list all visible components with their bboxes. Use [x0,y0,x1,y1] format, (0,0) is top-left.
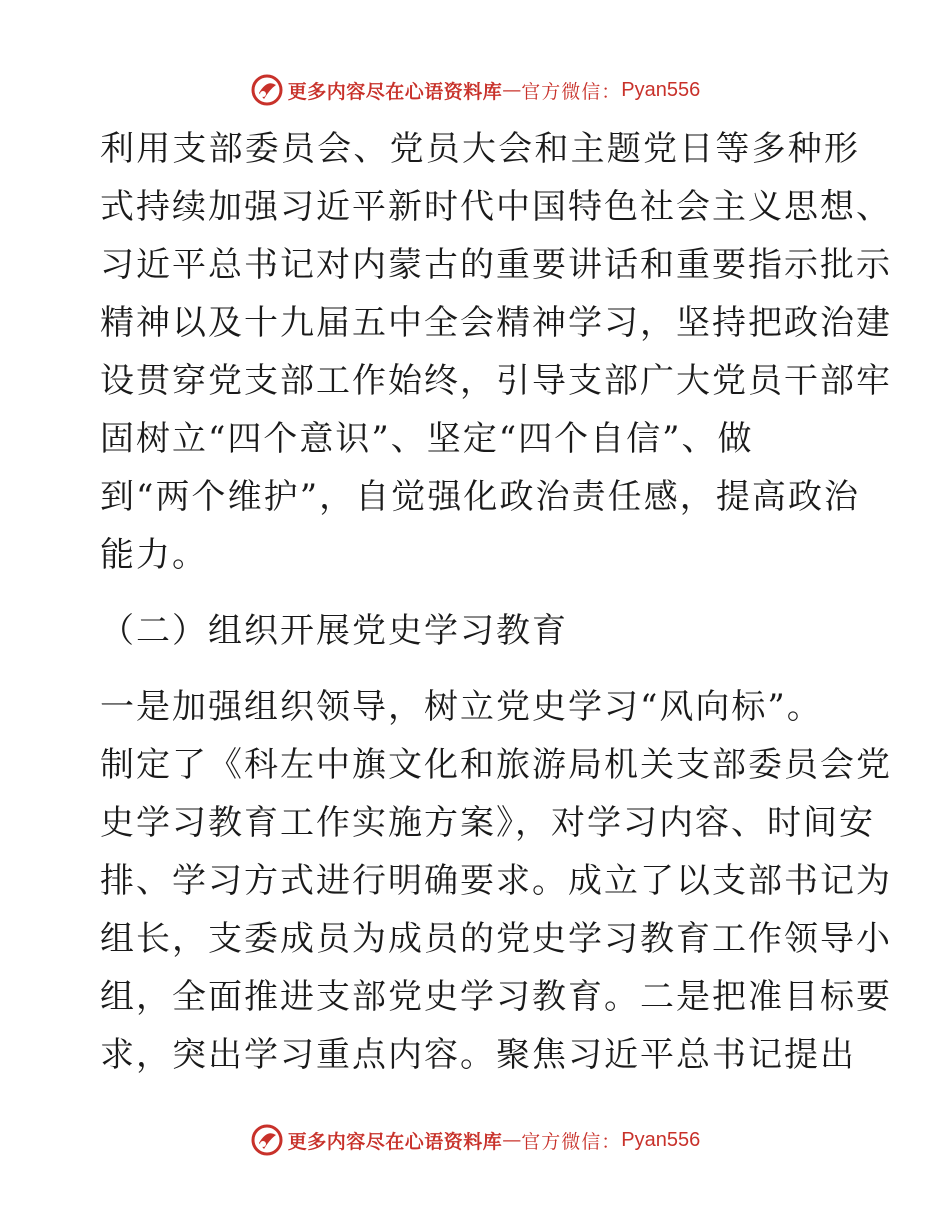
footer-banner [0,1120,950,1160]
body-line: 组长，支委成员为成员的党史学习教育工作领导小 [100,919,892,959]
body-line: 排、学习方式进行明确要求。成立了以支部书记为 [100,861,892,901]
body-line: 史学习教育工作实施方案》，对学习内容、时间安 [100,803,875,843]
brand-logo-icon [250,73,284,107]
header-official-label: 官方微信： [521,80,622,103]
header-brand-text: 更多内容尽在心语资料库 [287,80,503,103]
body-line: 组，全面推进支部党史学习教育。二是把准目标要 [100,977,892,1017]
section-heading: （二）组织开展党史学习教育 [100,611,568,651]
body-line: 设贯穿党支部工作始终，引导支部广大党员干部牢 [100,361,892,401]
body-line: 一是加强组织领导，树立党史学习“风向标”。 [100,687,823,727]
body-line: 到“两个维护”，自觉强化政治责任感，提高政治 [100,477,860,517]
footer-brand-text: 更多内容尽在心语资料库 [287,1130,503,1153]
header-dash: — [502,79,522,101]
footer-official-label: 官方微信： [521,1130,622,1153]
body-line: 式持续加强习近平新时代中国特色社会主义思想、 [100,187,892,227]
body-line: 习近平总书记对内蒙古的重要讲话和重要指示批示 [100,245,892,285]
footer-dash: — [502,1129,522,1151]
body-line: 固树立“四个意识”、坚定“四个自信”、做 [100,419,754,459]
body-line: 能力。 [100,535,208,575]
body-line: 求，突出学习重点内容。聚焦习近平总书记提出 [100,1035,856,1075]
header-wechat-id: Pyan556 [621,78,701,101]
body-line: 利用支部委员会、党员大会和主题党日等多种形 [100,129,860,169]
brand-logo-icon [250,1123,284,1157]
footer-wechat-id: Pyan556 [621,1128,701,1151]
header-banner [0,70,950,110]
body-line: 制定了《科左中旗文化和旅游局机关支部委员会党 [100,745,892,785]
body-line: 精神以及十九届五中全会精神学习，坚持把政治建 [100,303,892,343]
